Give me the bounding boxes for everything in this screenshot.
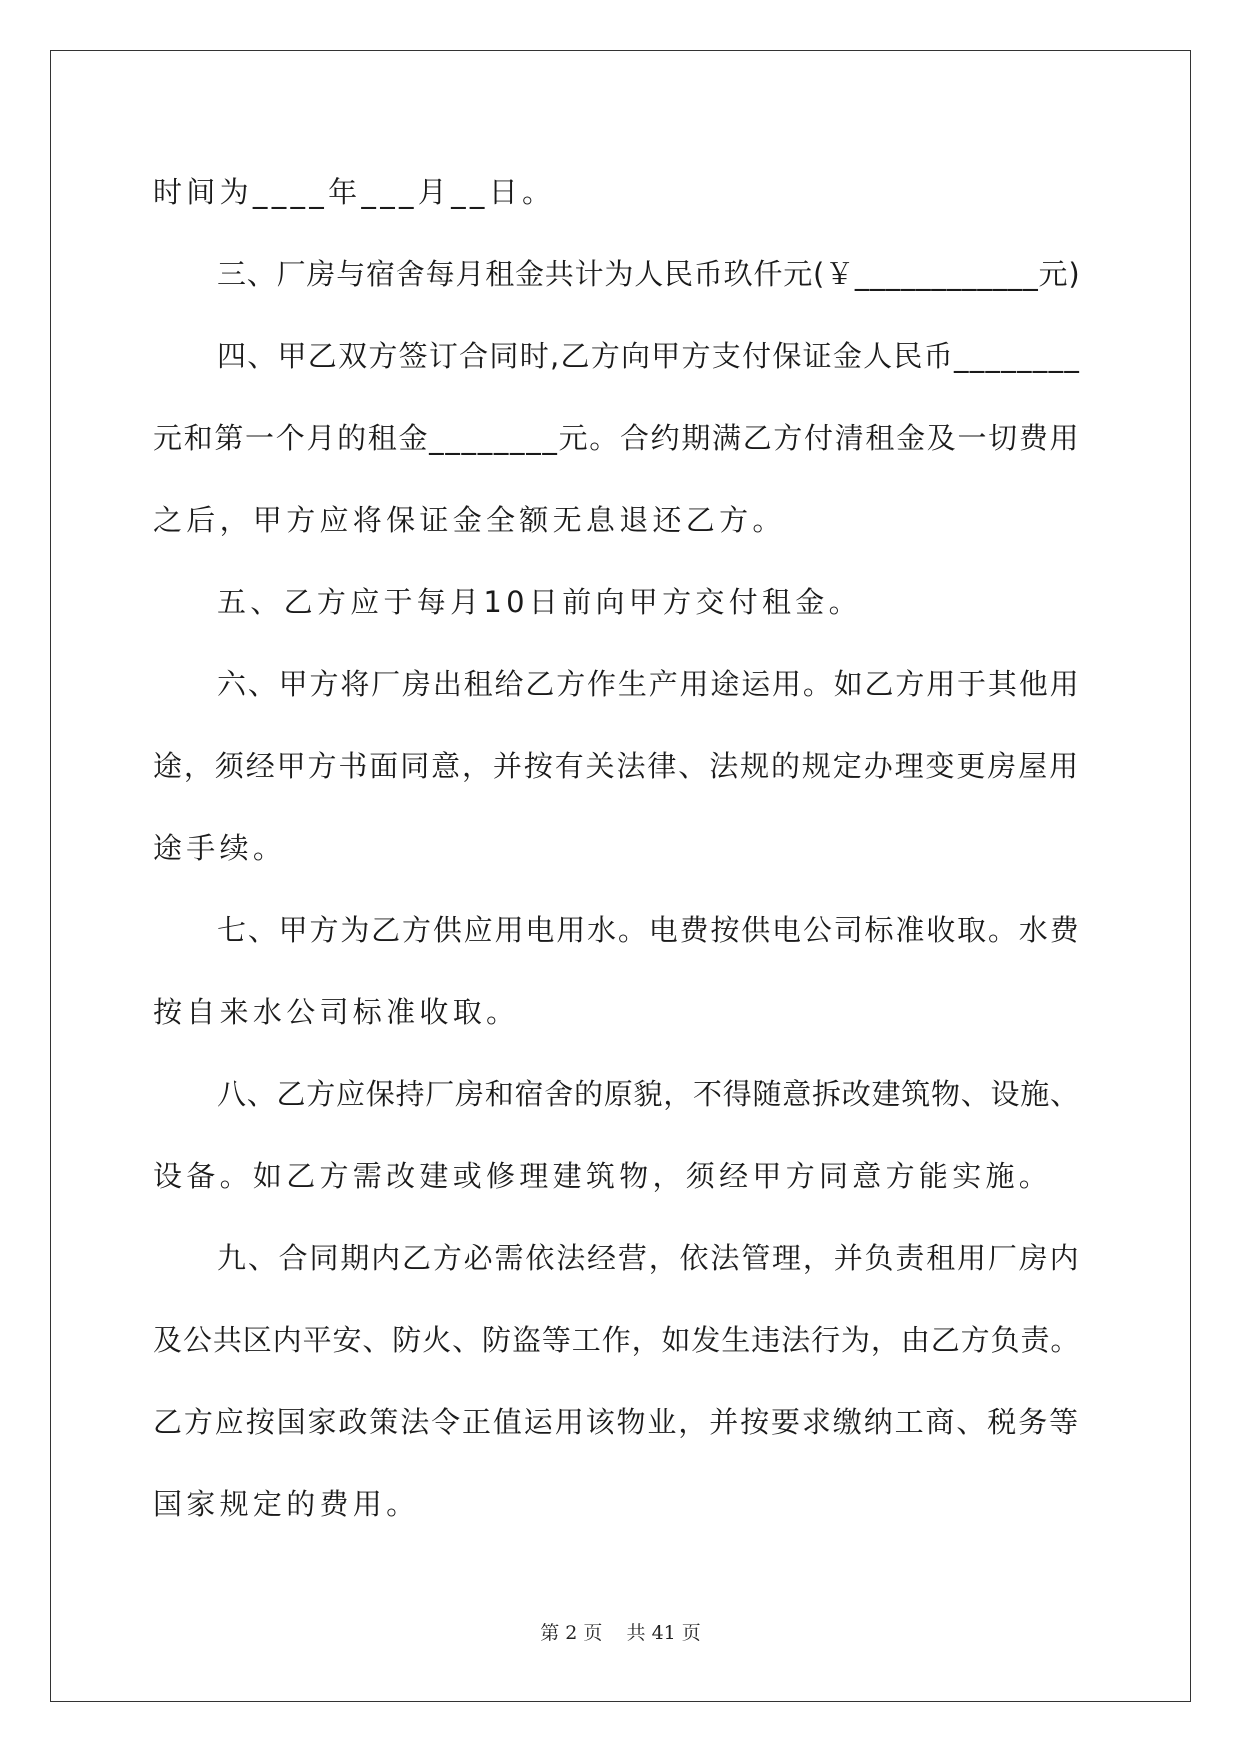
clause-9-line-3: 乙方应按国家政策法令正值运用该物业，并按要求缴纳工商、税务等: [153, 1405, 1081, 1439]
clause-8-line-1: 八、乙方应保持厂房和宿舍的原貌，不得随意拆改建筑物、设施、: [217, 1077, 1080, 1111]
clause-7-line-2: 按自来水公司标准收取。: [153, 995, 520, 1029]
text-line-1: 时间为____年___月__日。: [153, 175, 556, 209]
clause-7-line-1: 七、甲方为乙方供应用电用水。电费按供电公司标准收取。水费: [217, 913, 1081, 947]
clause-6-line-1: 六、甲方将厂房出租给乙方作生产用途运用。如乙方用于其他用: [217, 667, 1081, 701]
clause-9-line-1: 九、合同期内乙方必需依法经营，依法管理，并负责租用厂房内: [217, 1241, 1081, 1275]
clause-9-line-4: 国家规定的费用。: [153, 1487, 420, 1521]
clause-4-line-1: 四、甲乙双方签订合同时,乙方向甲方支付保证金人民币________: [217, 339, 1081, 373]
page-border: [50, 50, 1191, 1702]
clause-6-line-3: 途手续。: [153, 831, 287, 865]
clause-5-line-1: 五、乙方应于每月10日前向甲方交付租金。: [217, 585, 862, 619]
clause-9-line-2: 及公共区内平安、防火、防盗等工作，如发生违法行为，由乙方负责。: [153, 1323, 1081, 1357]
clause-4-line-2: 元和第一个月的租金________元。合约期满乙方付清租金及一切费用: [153, 421, 1081, 455]
page-number-footer: 第 2 页 共 41 页: [540, 1622, 701, 1644]
clause-4-line-3: 之后，甲方应将保证金全额无息退还乙方。: [153, 503, 786, 537]
clause-3-line-1: 三、厂房与宿舍每月租金共计为人民币玖仟元(￥____________元): [217, 257, 1081, 291]
clause-6-line-2: 途，须经甲方书面同意，并按有关法律、法规的规定办理变更房屋用: [153, 749, 1081, 783]
clause-8-line-2: 设备。如乙方需改建或修理建筑物，须经甲方同意方能实施。: [153, 1159, 1053, 1193]
